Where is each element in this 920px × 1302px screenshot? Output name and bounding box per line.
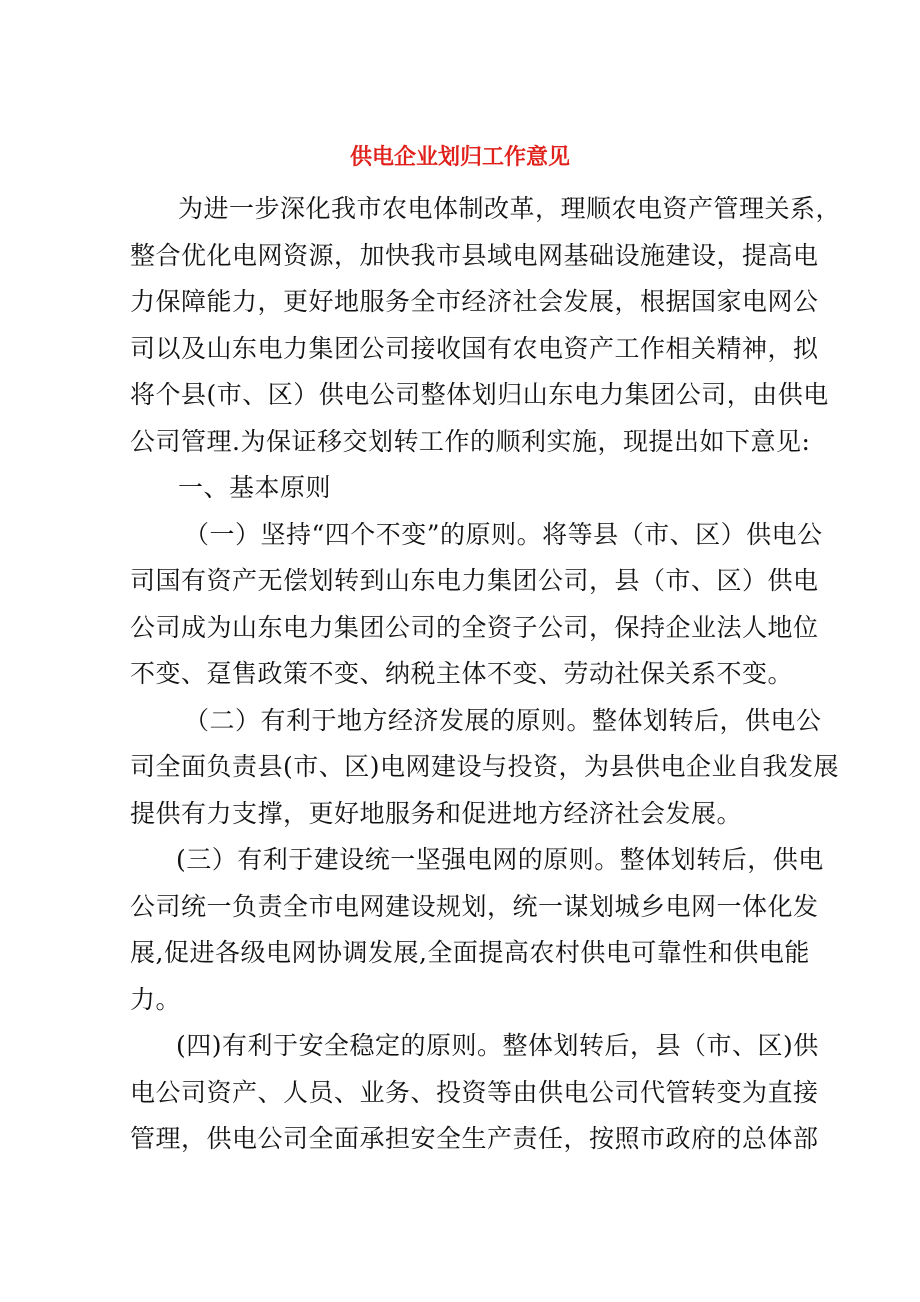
text-line: 整合优化电网资源，加快我市县域电网基础设施建设，提高电 — [130, 240, 819, 270]
text-line: 提供有力支撑，更好地服务和促进地方经济社会发展。 — [130, 798, 743, 828]
text-line: 一、基本原则 — [178, 473, 332, 502]
text-line: 公司成为山东电力集团公司的全资子公司，保持企业法人地位 — [130, 612, 819, 642]
document-title: 供电企业划归工作意见 — [349, 145, 570, 170]
text-line: 司全面负责县(市、区)电网建设与投资，为县供电企业自我发展 — [130, 752, 840, 781]
principle-4-paragraph — [130, 1023, 819, 1163]
document-body — [130, 186, 842, 1163]
text-line: (三）有利于建设统一坚强电网的原则。整体划转后，供电 — [176, 845, 824, 874]
text-line: （二）有利于地方经济发展的原则。整体划转后，供电公 — [184, 705, 822, 735]
text-line: 将个县(市、区）供电公司整体划归山东电力集团公司，由供电 — [130, 380, 829, 409]
principle-1-paragraph — [130, 512, 823, 698]
text-line: （一）坚持“四个不变”的原则。将等县（市、区）供电公 — [184, 519, 823, 549]
text-line: 不变、趸售政策不变、纳税主体不变、劳动社保关系不变。 — [130, 659, 794, 688]
text-line: 管理，供电公司全面承担安全生产责任，按照市政府的总体部 — [130, 1124, 819, 1153]
text-line: 力。 — [130, 984, 182, 1014]
text-line: 展,促进各级电网协调发展,全面提高农村供电可靠性和供电能 — [130, 938, 810, 967]
text-line: 司国有资产无偿划转到山东电力集团公司，县（市、区）供电 — [130, 566, 819, 595]
text-line: 电公司资产、人员、业务、投资等由供电公司代管转变为直接 — [130, 1077, 819, 1107]
text-line: 司以及山东电力集团公司接收国有农电资产工作相关精神，拟 — [130, 333, 819, 363]
text-line: 力保障能力，更好地服务全市经济社会发展，根据国家电网公 — [130, 287, 819, 316]
intro-paragraph — [130, 186, 842, 465]
section-heading — [130, 465, 810, 512]
text-line: 为进一步深化我市农电体制改革，理顺农电资产管理关系， — [178, 194, 842, 223]
text-line: (四)有利于安全稳定的原则。整体划转后，县（市、区)供 — [176, 1031, 819, 1060]
principle-2-paragraph — [130, 698, 840, 838]
text-line: 公司统一负责全市电网建设规划，统一谋划城乡电网一体化发 — [130, 891, 819, 921]
principle-3-paragraph — [130, 837, 824, 1023]
text-line: 公司管理.为保证移交划转工作的顺利实施，现提出如下意见: — [130, 426, 811, 456]
